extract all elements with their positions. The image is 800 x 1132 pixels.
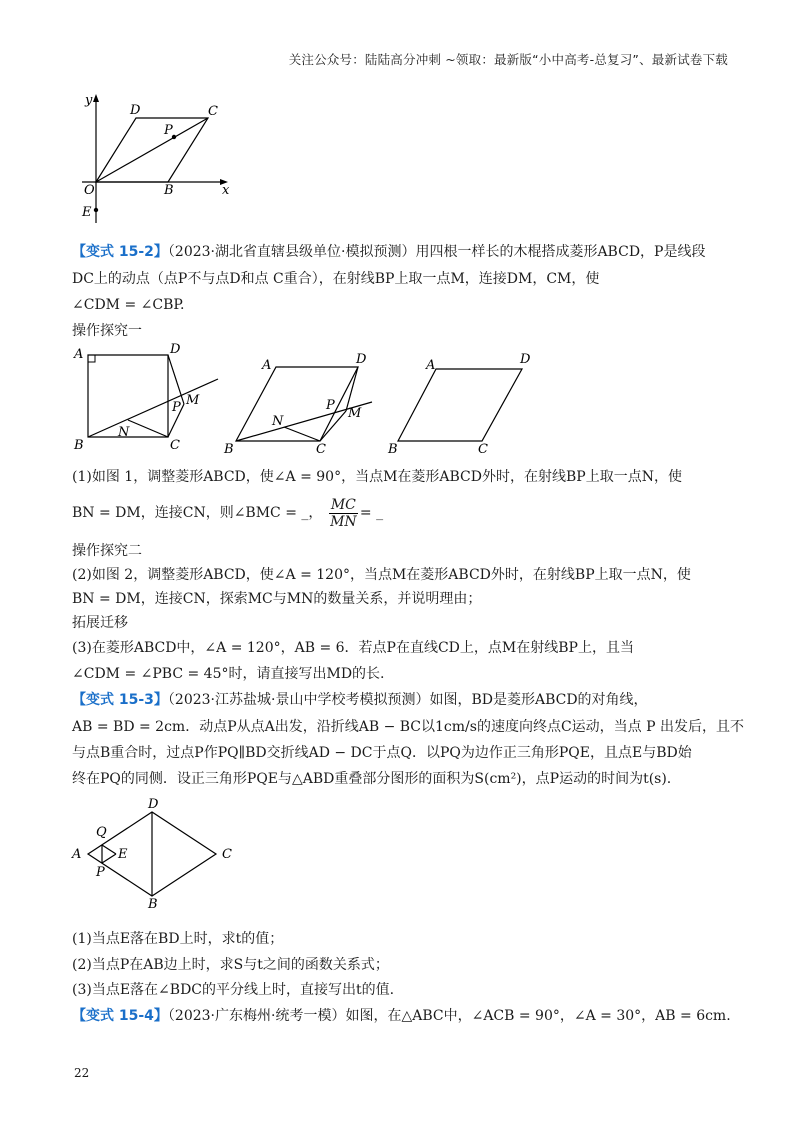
v15-2-line2: DC上的动点（点P不与点D和点 C重合），在射线BP上取一点M，连接DM，CM，使 (72, 271, 600, 287)
label-y: y (85, 93, 93, 108)
v15-2-q2b: BN = DM，连接CN，探索MC与MN的数量关系，并说明理由； (72, 591, 482, 607)
figure-rhombus-3 (382, 345, 542, 455)
page-number: 22 (74, 1066, 90, 1080)
svg-text:E: E (118, 847, 128, 862)
label-O: O (84, 183, 95, 198)
svg-text:D: D (148, 797, 159, 812)
svg-text:M: M (186, 393, 200, 408)
v15-2-q3a: (3)在菱形ABCD中，∠A = 120°，AB = 6．若点P在直线CD上，点M在射线BP上，且当 (72, 640, 634, 656)
svg-text:N: N (118, 425, 130, 440)
svg-text:A: A (74, 347, 84, 362)
svg-text:D: D (356, 352, 367, 367)
v15-4-tag: 【变式 15-4】 (72, 1008, 168, 1024)
svg-text:B: B (148, 897, 158, 912)
section-ext: 拓展迁移 (72, 615, 128, 631)
label-C: C (208, 104, 218, 119)
label-P: P (164, 123, 173, 138)
svg-text:P: P (326, 398, 335, 413)
v15-3-tag: 【变式 15-3】 (72, 692, 168, 708)
svg-text:Q: Q (96, 825, 107, 840)
v15-2-tag: 【变式 15-2】 (72, 244, 168, 260)
figure-rhombus-2 (220, 345, 390, 455)
v15-2-q1b: BN = DM，连接CN，则∠BMC = _， $\frac{MC}{MN}$ = _ (72, 496, 384, 530)
svg-text:P: P (172, 400, 181, 415)
svg-text:A: A (72, 847, 82, 862)
svg-text:P: P (96, 865, 105, 880)
v15-4-line1: 【变式 15-4】（2023·广东梅州·统考一模）如图，在△ABC中，∠ACB = 90°，∠A = 30°，AB = 6cm. (72, 1008, 731, 1024)
figure-rhombus-1 (72, 340, 232, 455)
label-B: B (164, 183, 174, 198)
v15-3-line2: AB = BD = 2cm．动点P从点A出发，沿折线AB − BC以1cm/s的速度向终点C运动，当点 P 出发后，且不 (72, 719, 744, 735)
v15-3-line3: 与点B重合时，过点P作PQ∥BD交折线AD − DC于点Q．以PQ为边作正三角形PQE，且点E与BD始 (72, 745, 692, 761)
svg-text:D: D (520, 352, 531, 367)
v15-3-q2: (2)当点P在AB边上时，求S与t之间的函数关系式； (72, 957, 389, 973)
svg-text:C: C (478, 442, 488, 455)
fraction-mc-mn: $\frac{MC}{MN}$ (330, 496, 357, 530)
section-op2: 操作探究二 (72, 543, 142, 559)
svg-text:C: C (170, 438, 180, 453)
v15-2-line3: ∠CDM = ∠CBP. (72, 297, 185, 313)
page-header: 关注公众号：陆陆高分冲刺 ~领取：最新版“小中高考-总复习”、最新试卷下载 (288, 52, 728, 67)
v15-2-line1: 【变式 15-2】（2023·湖北省直辖县级单位·模拟预测）用四根一样长的木棍搭成菱形ABCD，P是线段 (72, 244, 706, 260)
label-E: E (82, 205, 92, 220)
svg-text:B: B (224, 442, 234, 455)
v15-2-q1a: (1)如图 1，调整菱形ABCD，使∠A = 90°，当点M在菱形ABCD外时，在射线BP上取一点N，使 (72, 469, 682, 485)
svg-text:D: D (170, 342, 181, 357)
label-x: x (222, 183, 230, 198)
svg-text:B: B (74, 438, 84, 453)
svg-text:C: C (316, 442, 326, 455)
figure-rhombus-bd (66, 794, 246, 914)
v15-3-line4: 终在PQ的同侧．设正三角形PQE与△ABD重叠部分图形的面积为S(cm²)，点P运动的时间为t(s). (72, 771, 672, 787)
svg-text:A: A (262, 358, 272, 373)
v15-3-q3: (3)当点E落在∠BDC的平分线上时，直接写出t的值. (72, 982, 395, 998)
v15-3-line1: 【变式 15-3】（2023·江苏盐城·景山中学校考模拟预测）如图，BD是菱形ABCD的对角线， (72, 692, 648, 708)
svg-text:A: A (426, 358, 436, 373)
v15-2-q3b: ∠CDM = ∠PBC = 45°时，请直接写出MD的长. (72, 666, 385, 682)
v15-3-q1: (1)当点E落在BD上时，求t的值； (72, 931, 284, 947)
figure-coordinate-parallelogram (72, 88, 242, 228)
svg-text:N: N (272, 414, 284, 429)
section-op1: 操作探究一 (72, 323, 142, 339)
label-D: D (130, 103, 141, 118)
svg-text:B: B (388, 442, 398, 455)
svg-text:M: M (348, 406, 362, 421)
svg-text:C: C (222, 847, 232, 862)
v15-2-q2a: (2)如图 2，调整菱形ABCD，使∠A = 120°，当点M在菱形ABCD外时，在射线BP上取一点N，使 (72, 567, 691, 583)
